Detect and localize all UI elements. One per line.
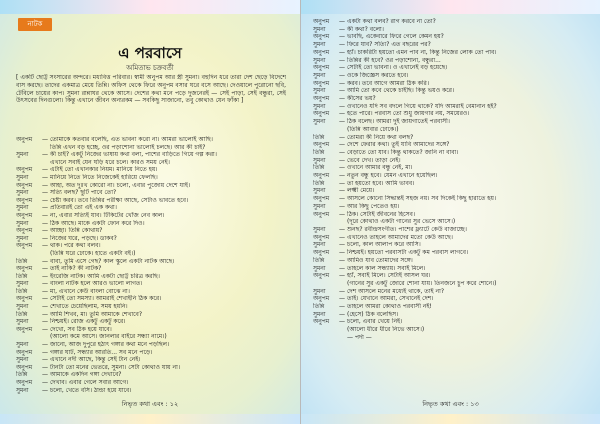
speaker-dash: — <box>42 227 48 235</box>
dialogue-line <box>313 33 590 41</box>
dialogue-line <box>313 334 590 342</box>
dialogue-text: থাক। পরে কথা বলব। <box>50 242 101 250</box>
speaker-dash: — <box>339 18 345 25</box>
speaker-dash: — <box>42 287 48 295</box>
dialogue-line <box>16 182 288 190</box>
speaker-dash: — <box>42 303 48 311</box>
dialogue-text: তাহলে আমরা কোথাও পরবাসী নই! <box>347 303 432 311</box>
dialogue-line <box>16 235 288 243</box>
speaker-name: সুমনা <box>313 87 326 95</box>
dialogue-line <box>16 189 288 197</box>
speaker-dash: — <box>42 310 48 318</box>
dialogue-line <box>16 250 288 258</box>
page-footer-left: নিভৃত কথা এবং : ১২ <box>121 400 179 408</box>
dialogue-line <box>313 126 590 134</box>
dialogue-text: এখানে নদী আছে, কিন্তু সেই টান নেই। <box>50 356 141 364</box>
speaker-dash: — <box>42 318 48 326</box>
stage-direction-intro: [ একটি ছোট্ট সংসারের অন্দরে। মধ্যবিত্ত পরিবার। স্বামী অনুপম আর স্ত্রী সুমনা। বহুদিন ধরে তারা দেশ ছেড়ে বিদেশে বাস করছে। তাদের একমাত্র মেয়ে তিন্নি। অফিস থেকে ফিরে অনুপম বসার ঘরে বসে আছে। দেওয়ালে পুরোনো ছবি, টেবিলে চায়ের কাপ। সুমনা রান্নাঘর থেকে আসে। দেশের কথা মনে পড়ে দুজনেরই — সেই পাড়া, সেই বন্ধুরা, সেই উৎসবের দিনগুলো। কিন্তু এখানে জীবন অন্যরকম — সবকিছু সাজানো, তবু কোথাও যেন ফাঁকা ] <box>16 74 286 105</box>
speaker-dash: — <box>339 179 345 187</box>
dialogue-text: এটাই তো এখানকার নিয়ম। মানিয়ে নিতে হয়। <box>50 166 158 174</box>
speaker-dash: — <box>339 33 345 41</box>
dialogue-line <box>16 174 288 182</box>
dialogue-line <box>16 295 288 303</box>
speaker-name: অনুপম <box>16 196 33 204</box>
dialogue-line <box>16 242 288 250</box>
dialogue-line <box>313 272 590 280</box>
dialogue-text: (হেসে) ঠিক বলেছিস। <box>347 310 399 318</box>
dialogue-text: জানো, আজ দুপুরে হঠাৎ গঙ্গার কথা মনে পড়ছিল। <box>50 341 170 349</box>
speaker-name: সুমনা <box>313 225 326 233</box>
speaker-name: অনুপম <box>313 48 330 56</box>
dialogue-line <box>16 212 288 220</box>
dialogue-text: প্রতিবারই তো এই এক কথা। <box>50 204 117 212</box>
speaker-dash: — <box>42 196 48 204</box>
dialogue-text: লক্ষ্মী মেয়ে। <box>347 187 375 195</box>
speaker-name: অনুপম <box>313 272 330 280</box>
speaker-name: অনুপম <box>313 110 330 118</box>
speaker-name: অনুপম <box>313 141 330 149</box>
dialogue-text: আর কিছু পেতেও হয়। <box>347 202 400 210</box>
dialogue-text: তাহলে কাল সন্ধ্যায়। সবাই মিলে। <box>347 264 426 272</box>
speaker-dash: — <box>339 287 345 295</box>
speaker-dash: — <box>339 210 345 218</box>
dialogue-text: হ্যাঁ, সবাই মিলে। সেটাই আসল ঘর। <box>347 272 431 280</box>
dialogue-text: নিশ্চয়ই। রোজ একটু একটু করে। <box>50 318 126 326</box>
speaker-name: অনুপম <box>313 249 330 257</box>
speaker-dash: — <box>42 173 48 181</box>
dialogue-line <box>16 166 288 174</box>
dialogue-text: চেষ্টা করব। তবে তিন্নির পরীক্ষা আছে, সেটাও ভাবতে হবে। <box>50 196 189 204</box>
dialogue-line <box>313 49 590 57</box>
speaker-name: তিন্নি <box>16 371 28 379</box>
speaker-dash: — <box>42 272 48 280</box>
dialogue-line <box>16 151 288 159</box>
dialogue-text: বেড়াতে তো যাব। কিন্তু থাকতে? জানি না বাবা। <box>347 148 459 156</box>
speaker-dash: — <box>339 87 345 95</box>
speaker-name: সুমনা <box>16 234 29 242</box>
dialogue-line <box>313 195 590 203</box>
speaker-name: সুমনা <box>313 187 326 195</box>
speaker-dash: — <box>339 118 345 126</box>
speaker-dash: — <box>339 95 345 103</box>
speaker-dash: — <box>339 71 345 79</box>
dialogue-line <box>16 303 288 311</box>
dialogue-text: ওখানে আমার বন্ধু নেই, মা। <box>347 164 413 172</box>
speaker-dash: — <box>42 242 48 250</box>
dialogue-line <box>313 318 590 326</box>
speaker-dash: — <box>42 234 48 242</box>
dialogue-line <box>313 280 590 288</box>
dialogue-line <box>16 356 288 364</box>
dialogue-text: তোমরা কী নিয়ে কথা বলছ? <box>347 133 414 141</box>
dialogue-text: ভাবছি, একেবারে ফিরে গেলে কেমন হয়? <box>347 33 444 41</box>
speaker-name: অনুপম <box>16 379 33 386</box>
dialogue-body-left <box>16 136 288 398</box>
dialogue-text: এখানেও তাহলে আমাদের মতো কেউ আছে। <box>347 233 453 241</box>
dialogue-line <box>313 218 590 226</box>
dialogue-line <box>313 80 590 88</box>
speaker-name: অনুপম <box>313 295 330 303</box>
dialogue-line <box>313 187 590 195</box>
dialogue-text: ওকে জিজ্ঞেস করতে হবে। <box>347 71 409 79</box>
dialogue-text: আচ্ছা। তিন্নি কোথায়? <box>50 227 103 235</box>
dialogue-text: ওখানেও যদি সব বদলে গিয়ে থাকে? যদি আমরাই বেমানান হই? <box>347 102 497 110</box>
speaker-name: অনুপম <box>313 318 330 326</box>
dialogue-text: সেটাই তো ভাবনা। ও এখানেই বড় হয়েছে। <box>347 64 448 72</box>
speaker-name: অনুপম <box>16 242 33 250</box>
speaker-dash: — <box>42 348 48 356</box>
speaker-name: অনুপম <box>313 172 330 180</box>
dialogue-text: তোমাকে কতবার বলেছি, এত ভাবনা করো না। আমরা ভালোই আছি। <box>50 136 213 143</box>
dialogue-text: আমি তো কবে থেকে চাইছি। কিন্তু ভয়ও করে। <box>347 87 455 95</box>
dialogue-line <box>313 288 590 296</box>
speaker-dash: — <box>339 249 345 257</box>
dialogue-text: টানটা তো মনের ভেতরে, সুমনা। সেটা কোথাও যায় না। <box>50 363 180 371</box>
speaker-dash: — <box>339 25 345 33</box>
dialogue-text: এখানে সবাই যেন ঘড়ি ধরে চলে। কারও সময় নেই। <box>50 158 170 166</box>
speaker-name: সুমনা <box>16 386 29 394</box>
dialogue-text: দেখাব। এবার গেলে সবার আগে। <box>50 379 129 386</box>
dialogue-text: দেশে ফেরার কথা। তুই যাবি আমাদের সঙ্গে? <box>347 141 450 149</box>
dialogue-line <box>313 203 590 211</box>
speaker-name: সুমনা <box>313 287 326 295</box>
dialogue-text: বাবা, তুমি এসে গেছ? কাল স্কুলে একটা নাটক আছে। <box>50 257 175 265</box>
dialogue-line <box>313 64 590 72</box>
speaker-name: অনুপম <box>16 348 33 356</box>
dialogue-text: চলো, খেতে বসি। ঠান্ডা হয়ে যাবে। <box>50 386 132 394</box>
speaker-dash: — <box>42 379 48 386</box>
speaker-dash: — <box>42 151 48 159</box>
speaker-name: সুমনা <box>16 303 29 311</box>
speaker-dash: — <box>339 241 345 249</box>
speaker-dash: — <box>339 110 345 118</box>
speaker-dash: — <box>339 202 345 210</box>
speaker-name: তিন্নি <box>16 287 28 295</box>
dialogue-text: একটা কথা বলব? রাগ করবে না তো? <box>347 18 436 25</box>
dialogue-line <box>313 326 590 334</box>
dialogue-text: আমি শিখব, মা। তুমি আমাকে শেখাবে? <box>50 310 143 318</box>
speaker-name: অনুপম <box>313 79 330 87</box>
speaker-name: অনুপম <box>313 64 330 72</box>
speaker-name: সুমনা <box>313 71 326 79</box>
dialogue-line <box>313 234 590 242</box>
speaker-name: অনুপম <box>313 210 330 218</box>
speaker-dash: — <box>42 363 48 371</box>
dialogue-line <box>313 103 590 111</box>
speaker-name: সুমনা <box>313 241 326 249</box>
speaker-name: সুমনা <box>16 189 29 197</box>
speaker-name: সুমনা <box>16 341 29 349</box>
speaker-name: তিন্নি <box>313 179 325 187</box>
dialogue-line <box>16 159 288 167</box>
speaker-name: অনুপম <box>313 18 330 25</box>
speaker-dash: — <box>42 211 48 219</box>
dialogue-line <box>313 257 590 265</box>
speaker-name: অনুপম <box>16 363 33 371</box>
dialogue-text: ইংরেজি নাটক। আমি একটা ছোট্ট চরিত্র করছি। <box>50 272 160 280</box>
speaker-name: অনুপম <box>16 211 33 219</box>
speaker-name: অনুপম <box>16 166 33 174</box>
dialogue-text: তাই। যেখানে আমরা, সেখানেই দেশ। <box>347 295 434 303</box>
speaker-name: সুমনা <box>313 118 326 126</box>
dialogue-line <box>16 333 288 341</box>
dialogue-text: আমিও যাব তোমাদের সঙ্গে। <box>347 256 413 264</box>
speaker-name: সুমনা <box>313 41 326 49</box>
speaker-name: সুমনা <box>16 173 29 181</box>
speaker-name: অনুপম <box>16 265 33 273</box>
dialogue-text: সত্যি বলছ? ছুটি পাবে তো? <box>50 189 117 197</box>
dialogue-line <box>16 318 288 326</box>
speaker-dash: — <box>339 233 345 241</box>
dialogue-text: দেখো, সব ঠিক হয়ে যাবে। <box>50 325 112 333</box>
play-title: এ পরবাসে <box>118 44 182 62</box>
dialogue-text: — পর্দা — <box>347 333 372 341</box>
speaker-dash: — <box>339 187 345 195</box>
dialogue-line <box>313 57 590 65</box>
dialogue-line <box>16 288 288 296</box>
author-name: অমিতাভ চক্রবর্তী <box>126 64 174 72</box>
dialogue-line <box>16 387 288 395</box>
dialogue-line <box>16 197 288 205</box>
dialogue-line <box>313 118 590 126</box>
dialogue-text: ভেবে দেখ। তাড়া নেই। <box>347 156 401 164</box>
dialogue-line <box>313 211 590 219</box>
dialogue-text: কী কথা? বলো। <box>347 25 384 33</box>
dialogue-text: (আলো কমে আসে। জানলার বাইরে সন্ধ্যা নামে।) <box>50 333 167 341</box>
dialogue-line <box>313 265 590 273</box>
dialogue-text: সেটাই তো সমস্যা। আমরাই শেখাইনি ঠিক করে। <box>50 295 162 303</box>
dialogue-line <box>313 172 590 180</box>
dialogue-text: নিজের ঘরে, পড়ছে। ডাকব? <box>50 234 117 242</box>
dialogue-line <box>16 204 288 212</box>
dialogue-text: দেশ আসলে মনের মধ্যেই থাকে, তাই না? <box>347 287 445 295</box>
dialogue-line <box>313 180 590 188</box>
speaker-name: অনুপম <box>313 195 330 203</box>
dialogue-line <box>313 295 590 303</box>
dialogue-line <box>16 136 288 144</box>
speaker-dash: — <box>339 195 345 203</box>
speaker-dash: — <box>339 303 345 311</box>
dialogue-line <box>16 326 288 334</box>
speaker-dash: — <box>339 295 345 303</box>
speaker-name: সুমনা <box>16 356 29 364</box>
speaker-dash: — <box>42 189 48 197</box>
dialogue-text: তিন্নি এখন বড় হচ্ছে, ওর পড়াশোনা ভালোই চলছে। আর কী চাই? <box>50 143 206 151</box>
speaker-dash: — <box>339 310 345 318</box>
speaker-name: তিন্নি <box>313 256 325 264</box>
speaker-name: তিন্নি <box>16 272 28 280</box>
speaker-dash: — <box>339 164 345 172</box>
dialogue-text: আমাকে একদিন গঙ্গা দেখাবে? <box>50 371 122 379</box>
dialogue-line <box>16 258 288 266</box>
dialogue-text: তিন্নির কী হবে? ওর পড়াশোনা, বন্ধুরা... <box>347 56 441 64</box>
speaker-dash: — <box>42 265 48 273</box>
dialogue-line <box>16 280 288 288</box>
dialogue-text: ঠিক। সেটাই জীবনের হিসেব। <box>347 210 415 218</box>
speaker-name: অনুপম <box>313 233 330 241</box>
dialogue-text: হ্যাঁ। চাকরিটা হয়তো এমন পাব না, কিন্তু নিজের লোক তো পাব। <box>347 48 497 56</box>
dialogue-line <box>313 141 590 149</box>
speaker-dash: — <box>42 325 48 333</box>
speaker-dash: — <box>339 225 345 233</box>
dialogue-line <box>313 164 590 172</box>
speaker-name: তিন্নি <box>313 133 325 141</box>
dialogue-line <box>16 349 288 357</box>
speaker-name: সুমনা <box>313 264 326 272</box>
speaker-name: সুমনা <box>16 219 29 227</box>
speaker-name: তিন্নি <box>313 303 325 311</box>
speaker-dash: — <box>339 141 345 149</box>
dialogue-line <box>313 87 590 95</box>
dialogue-text: কীসের ভয়? <box>347 95 376 103</box>
speaker-dash: — <box>42 219 48 227</box>
dialogue-text: মা, এখানে কেউ বাংলা বোঝে না। <box>50 287 130 295</box>
dialogue-line <box>313 303 590 311</box>
speaker-dash: — <box>339 48 345 56</box>
speaker-dash: — <box>339 172 345 180</box>
dialogue-line <box>16 220 288 228</box>
speaker-name: অনুপম <box>16 295 33 303</box>
speaker-name: অনুপম <box>313 33 330 41</box>
speaker-dash: — <box>339 133 345 141</box>
dialogue-text: বাংলা নাটক হলে আরও ভালো লাগত। <box>50 280 143 288</box>
speaker-name: সুমনা <box>313 156 326 164</box>
speaker-dash: — <box>42 204 48 212</box>
dialogue-text: হতে পারে। পরবাস তো শুধু জায়গার নয়, সময়েরও। <box>347 110 470 118</box>
dialogue-body-right <box>313 18 590 398</box>
dialogue-text: চলো, এবার খেয়ে নিই। <box>347 318 403 326</box>
speaker-name: অনুপম <box>16 325 33 333</box>
dialogue-line <box>313 41 590 49</box>
speaker-dash: — <box>339 79 345 87</box>
speaker-name: সুমনা <box>313 102 326 110</box>
speaker-dash: — <box>42 280 48 288</box>
dialogue-line <box>16 227 288 235</box>
dialogue-text: তাই নাকি? কী নাটক? <box>50 265 102 273</box>
dialogue-line <box>313 134 590 142</box>
section-tag: নাটক <box>18 18 52 31</box>
speaker-name: সুমনা <box>16 280 29 288</box>
speaker-name: অনুপম <box>16 227 33 235</box>
speaker-dash: — <box>339 156 345 164</box>
dialogue-line <box>16 371 288 379</box>
dialogue-text: আহা, অত দুঃখ কোরো না। চলো, এবার পুজোয় দেশে যাই। <box>50 181 191 189</box>
dialogue-line <box>313 149 590 157</box>
speaker-dash: — <box>339 318 345 326</box>
speaker-dash: — <box>42 341 48 349</box>
dialogue-text: আসলে কোনো সিদ্ধান্তই সহজ নয়। সব দিকেই কিছু হারাতে হয়। <box>347 195 497 203</box>
speaker-name: সুমনা <box>16 318 29 326</box>
dialogue-text: শেখাতে চেয়েছিলাম, সময় হয়নি। <box>50 303 128 311</box>
speaker-name: সুমনা <box>16 151 29 159</box>
right-page <box>300 0 600 424</box>
speaker-name: তিন্নি <box>313 148 325 156</box>
speaker-dash: — <box>42 181 48 189</box>
dialogue-text: (দূরে কোথাও একটা গানের সুর ভেসে আসে।) <box>347 218 456 226</box>
dialogue-text: মানিয়ে নিতে নিতে নিজেকেই হারিয়ে ফেলছি। <box>50 173 158 181</box>
speaker-dash: — <box>339 41 345 49</box>
dialogue-line <box>313 241 590 249</box>
speaker-dash: — <box>339 56 345 64</box>
speaker-dash: — <box>42 257 48 265</box>
dialogue-text: গঙ্গার ঘাট, সন্ধ্যার আরতি... সব মনে পড়ে। <box>50 348 153 356</box>
speaker-dash: — <box>339 148 345 156</box>
dialogue-line <box>16 341 288 349</box>
dialogue-text: নিশ্চয়ই। হয়তো পরবাসটা একটু কম পরবাস লাগবে। <box>347 249 469 257</box>
dialogue-line <box>313 18 590 26</box>
speaker-dash: — <box>339 102 345 110</box>
dialogue-line <box>313 226 590 234</box>
dialogue-text: ঠিক আছে। মাকে একটা ফোন করে দিও। <box>50 219 145 227</box>
speaker-dash: — <box>42 295 48 303</box>
dialogue-line <box>16 273 288 281</box>
dialogue-line <box>313 249 590 257</box>
dialogue-text: করব। তবে আগে আমরা ঠিক করি। <box>347 79 429 87</box>
dialogue-line <box>313 311 590 319</box>
speaker-dash: — <box>339 264 345 272</box>
dialogue-text: (তিন্নি ঘরে ঢোকে। হাতে একটা বই।) <box>50 249 136 257</box>
dialogue-line <box>313 95 590 103</box>
dialogue-text: শুনছ? রবীন্দ্রসংগীত। পাশের ফ্ল্যাটে কেউ বাজাচ্ছে। <box>347 225 467 233</box>
speaker-name: তিন্নি <box>313 164 325 172</box>
speaker-name: অনুপম <box>313 95 330 103</box>
speaker-name: সুমনা <box>313 310 326 318</box>
speaker-name: সুমনা <box>313 25 326 33</box>
dialogue-text: ফিরে যাব? সত্যি? এত বছরের পর? <box>347 41 431 49</box>
decorative-top-band <box>301 0 600 14</box>
speaker-dash: — <box>42 356 48 364</box>
speaker-name: সুমনা <box>313 56 326 64</box>
page-footer-right: নিভৃত কথা এবং : ১৩ <box>422 400 479 408</box>
speaker-dash: — <box>42 386 48 394</box>
dialogue-line <box>313 72 590 80</box>
dialogue-line <box>16 311 288 319</box>
dialogue-line <box>313 157 590 165</box>
dialogue-text: তা হয়তো হবে। আমি ভাবব। <box>347 179 415 187</box>
speaker-name: সুমনা <box>16 204 29 212</box>
dialogue-text: ঠিক বলেছ। আমরা দুই জায়গাতেই পরবাসী। <box>347 118 450 126</box>
speaker-dash: — <box>339 256 345 264</box>
dialogue-line <box>313 110 590 118</box>
speaker-dash: — <box>339 64 345 72</box>
decorative-bottom-band <box>0 414 300 424</box>
speaker-name: অনুপম <box>16 181 33 189</box>
speaker-dash: — <box>42 136 48 143</box>
dialogue-line <box>16 364 288 372</box>
dialogue-text: (আলো ধীরে ধীরে নিভে আসে।) <box>347 326 425 334</box>
speaker-name: তিন্নি <box>16 310 28 318</box>
dialogue-text: (তিন্নি আবার ঢোকে।) <box>347 125 399 133</box>
speaker-dash: — <box>42 371 48 379</box>
speaker-name: তিন্নি <box>16 257 28 265</box>
dialogue-text: চলো, কাল আলাপ করে আসি। <box>347 241 421 249</box>
dialogue-text: নতুন বন্ধু হবে। যেমন এখানে হয়েছিল। <box>347 172 438 180</box>
speaker-name: সুমনা <box>313 202 326 210</box>
dialogue-line <box>16 144 288 152</box>
speaker-dash: — <box>42 166 48 174</box>
dialogue-line <box>16 379 288 387</box>
speaker-dash: — <box>339 272 345 280</box>
dialogue-line <box>313 26 590 34</box>
dialogue-line <box>16 265 288 273</box>
decorative-bottom-band <box>301 414 600 424</box>
dialogue-text: (গানের সুর একটু জোরে শোনা যায়। তিনজনে চুপ করে শোনে।) <box>347 279 497 287</box>
speaker-name: অনুপম <box>16 136 33 143</box>
dialogue-text: না, এবার সত্যিই যাব। টিকিটের খোঁজ নেব কাল। <box>50 211 165 219</box>
dialogue-text: কী চাই? একটু নিজের ভাষায় কথা বলা, পাশের বাড়িতে গিয়ে গল্প করা। <box>50 151 217 159</box>
decorative-top-band <box>0 0 300 14</box>
